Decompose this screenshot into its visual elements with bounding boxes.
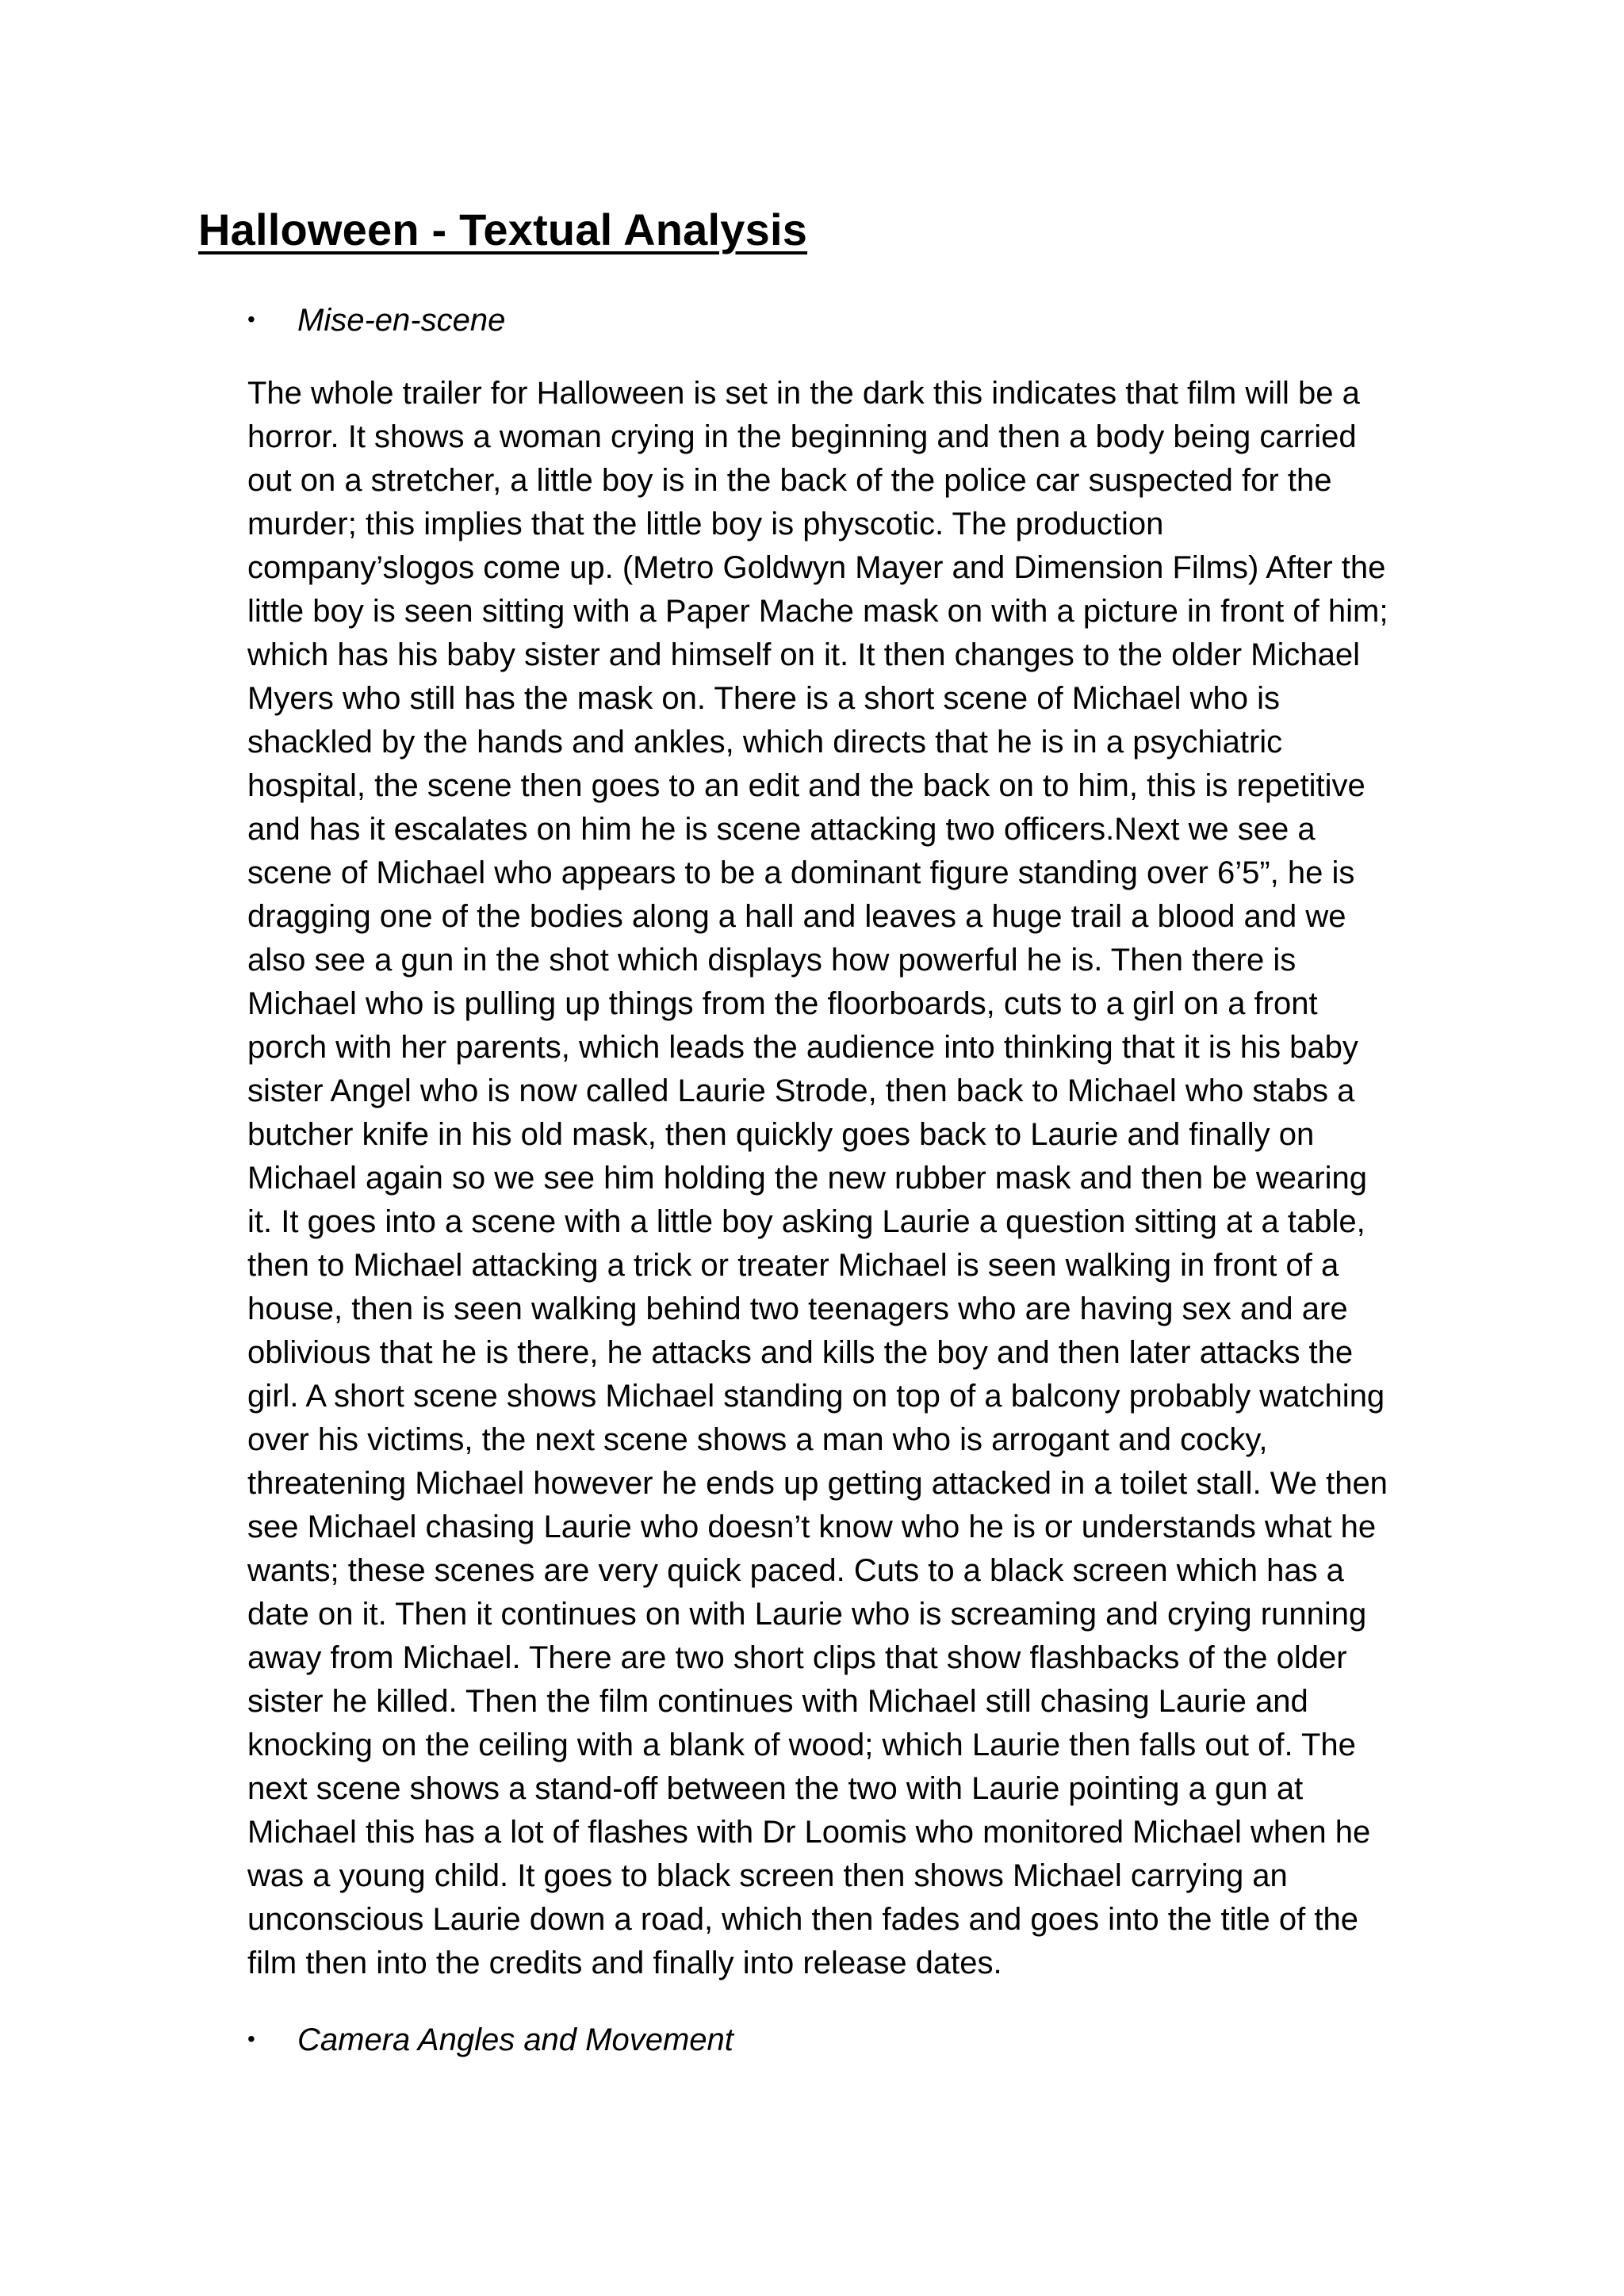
section-heading-camera-angles	[247, 2021, 733, 2059]
section-body-paragraph: The whole trailer for Halloween is set in the dark this indicates that film will be a horror. It shows a woman crying in the beginning and then a body being carried out on a stretcher, a little boy is in the back of the police car suspected for the murder; this implies that the little boy is physcotic. The production company’slogos come up. (Metro Goldwyn Mayer and Dimension Films) After the little boy is seen sitting with a Paper Mache mask on with a picture in front of him; which has his baby sister and himself on it. It then changes to the older Michael Myers who still has the mask on. There is a short scene of Michael who is shackled by the hands and ankles, which directs that he is in a psychiatric hospital, the scene then goes to an edit and the back on to him, this is repetitive and has it escalates on him he is scene attacking two officers.Next we see a scene of Michael who appears to be a dominant figure standing over 6’5”, he is dragging one of the bodies along a hall and leaves a huge trail a blood and we also see a gun in the shot which displays how powerful he is. Then there is Michael who is pulling up things from the floorboards, cuts to a girl on a front porch with her parents, which leads the audience into thinking that it is his baby sister Angel who is now called Laurie Strode, then back to Michael who stabs a butcher knife in his old mask, then quickly goes back to Laurie and finally on Michael again so we see him holding the new rubber mask and then be wearing it. It goes into a scene with a little boy asking Laurie a question sitting at a table, then to Michael attacking a trick or treater Michael is seen walking in front of a house, then is seen walking behind two teenagers who are having sex and are oblivious that he is there, he attacks and kills the boy and then later attacks the girl. A short scene shows Michael standing on top of a balcony probably watching over his victims, the next scene shows a man who is arrogant and cocky, threatening Michael however he ends up getting attacked in a toilet stall. We then see Michael chasing Laurie who doesn’t know who he is or understands what he wants; these scenes are very quick paced. Cuts to a black screen which has a date on it. Then it continues on with Laurie who is screaming and crying running away from Michael. There are two short clips that show flashbacks of the older sister he killed. Then the film continues with Michael still chasing Laurie and knocking on the ceiling with a blank of wood; which Laurie then falls out of. The next scene shows a stand-off between the two with Laurie pointing a gun at Michael this has a lot of flashes with Dr Loomis who monitored Michael when he was a young child. It goes to black screen then shows Michael carrying an unconscious Laurie down a road, which then fades and goes into the title of the film then into the credits and finally into release dates.	[247, 376, 1388, 1980]
section-heading-label: Camera Angles and Movement	[297, 2022, 733, 2057]
document-title: Halloween - Textual Analysis	[198, 205, 808, 254]
bullet-icon: •	[247, 307, 255, 331]
bullet-icon: •	[247, 2026, 255, 2051]
section-heading-mise-en-scene	[247, 301, 505, 339]
section-heading-label: Mise-en-scene	[297, 303, 506, 338]
